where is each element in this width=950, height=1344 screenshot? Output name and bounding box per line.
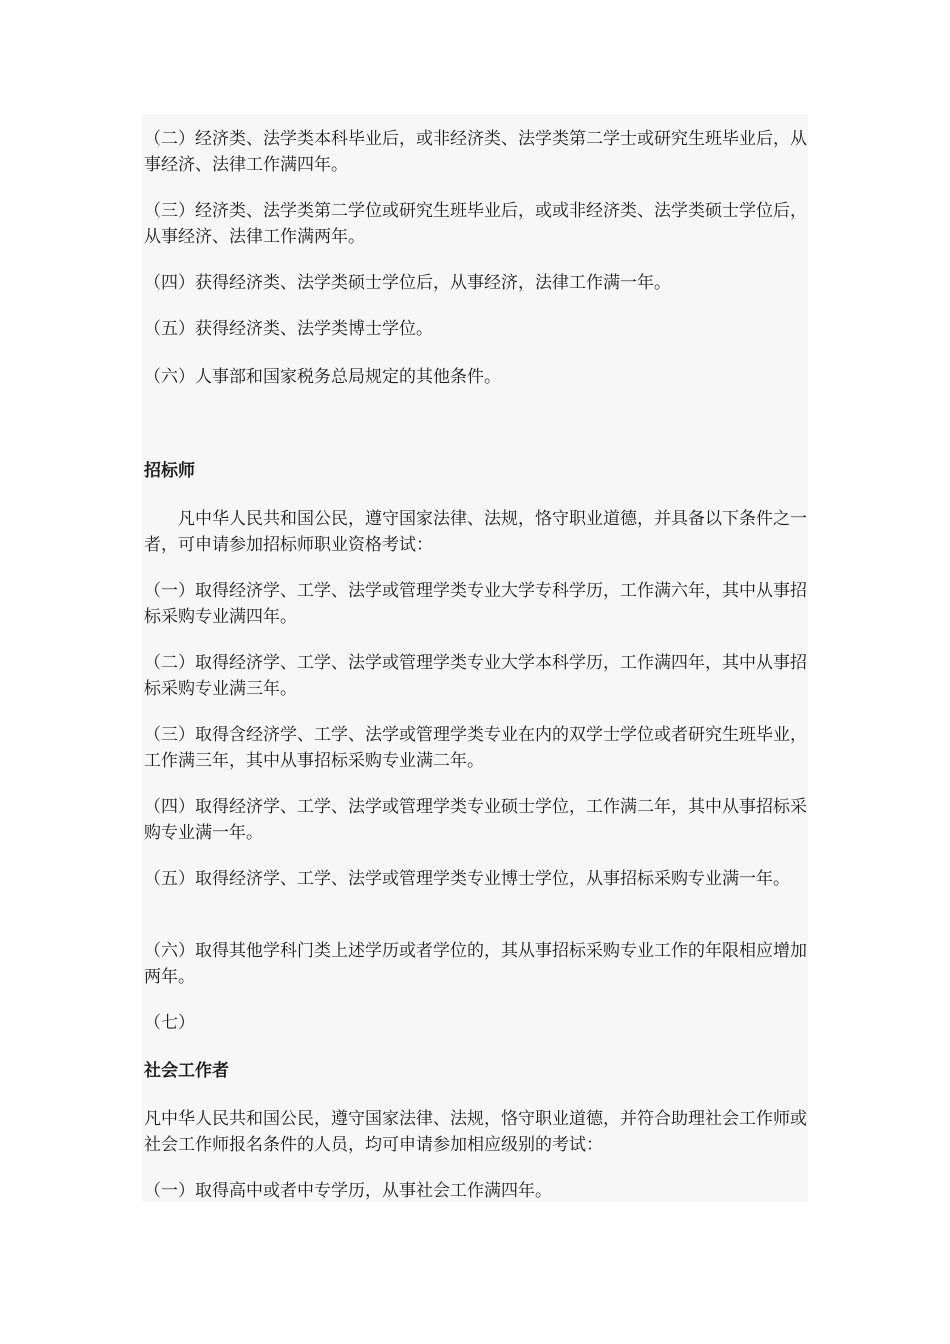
tender-item-5: （五）取得经济学、工学、法学或管理学类专业博士学位，从事招标采购专业满一年。: [144, 869, 790, 889]
paragraph-item-3: （三）经济类、法学类第二学位或研究生班毕业后，或或非经济类、法学类硕士学位后，从事经济、法律工作满两年。: [144, 201, 807, 247]
paragraph-item-5: （五）获得经济类、法学类博士学位。: [144, 319, 433, 339]
tender-item-2: （二）取得经济学、工学、法学或管理学类专业大学本科学历，工作满四年，其中从事招标采购专业满三年。: [144, 653, 807, 699]
section-heading-social-worker: 社会工作者: [144, 1061, 229, 1081]
tender-item-4: （四）取得经济学、工学、法学或管理学类专业硕士学位，工作满二年，其中从事招标采购专业满一年。: [144, 797, 807, 843]
paragraph-item-2: （二）经济类、法学类本科毕业后，或非经济类、法学类第二学士或研究生班毕业后，从事经济、法律工作满四年。: [144, 129, 807, 175]
paragraph-item-6: （六）人事部和国家税务总局规定的其他条件。: [144, 367, 501, 387]
tender-item-3: （三）取得含经济学、工学、法学或管理学类专业在内的双学士学位或者研究生班毕业，工作满三年，其中从事招标采购专业满二年。: [144, 725, 807, 771]
section-intro-tender: 凡中华人民共和国公民，遵守国家法律、法规，恪守职业道德，并具备以下条件之一者，可申请参加招标师职业资格考试：: [144, 509, 807, 555]
section-intro-social-worker: 凡中华人民共和国公民，遵守国家法律、法规，恪守职业道德，并符合助理社会工作师或社会工作师报名条件的人员，均可申请参加相应级别的考试：: [144, 1109, 807, 1155]
tender-item-1: （一）取得经济学、工学、法学或管理学类专业大学专科学历，工作满六年，其中从事招标采购专业满四年。: [144, 581, 807, 627]
social-worker-item-1: （一）取得高中或者中专学历，从事社会工作满四年。: [144, 1181, 552, 1201]
tender-item-6: （六）取得其他学科门类上述学历或者学位的，其从事招标采购专业工作的年限相应增加两年。: [144, 941, 807, 987]
document-body: [142, 114, 808, 1202]
tender-item-7: （七）: [144, 1013, 195, 1033]
section-heading-tender: 招标师: [144, 461, 195, 481]
paragraph-item-4: （四）获得经济类、法学类硕士学位后，从事经济，法律工作满一年。: [144, 273, 671, 293]
